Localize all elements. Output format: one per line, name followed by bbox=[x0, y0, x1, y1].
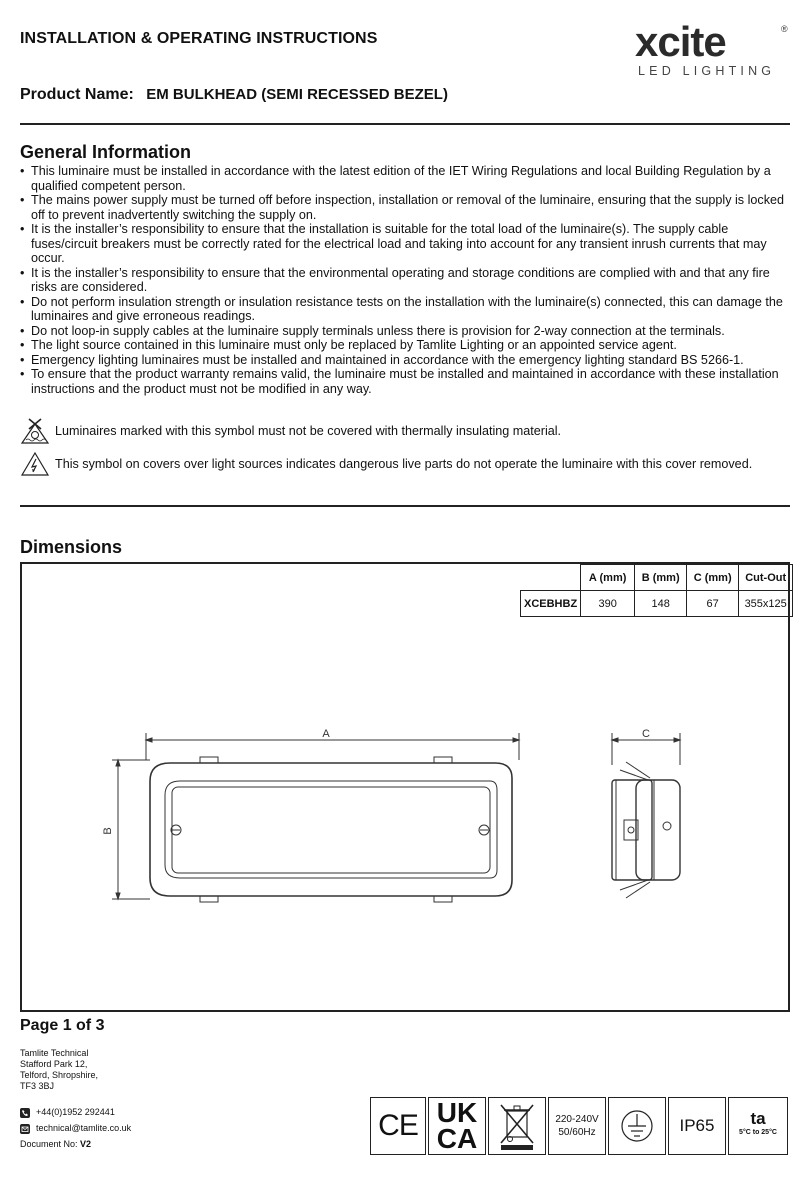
product-name-value: EM BULKHEAD (SEMI RECESSED BEZEL) bbox=[146, 86, 448, 103]
dimensions-title: Dimensions bbox=[20, 537, 123, 557]
voltage-rating: 220-240V 50/60Hz bbox=[548, 1097, 606, 1155]
column-header-b: B (mm) bbox=[635, 565, 687, 591]
ce-mark: CE bbox=[370, 1097, 426, 1155]
earth-symbol-icon bbox=[608, 1097, 666, 1155]
dimension-c-cell: 67 bbox=[687, 591, 739, 617]
side-view-bulkhead bbox=[612, 762, 680, 898]
label-a: A bbox=[322, 728, 330, 740]
ukca-mark: UK CA bbox=[428, 1097, 486, 1155]
cutout-cell: 355x125 bbox=[739, 591, 793, 617]
product-name-label: Product Name: bbox=[20, 86, 134, 103]
phone-icon bbox=[20, 1107, 30, 1117]
column-header-cutout: Cut-Out bbox=[739, 565, 793, 591]
address-line: Tamlite Technical bbox=[20, 1048, 89, 1058]
insulation-note: Luminaires marked with this symbol must not be covered with thermally insulating material. bbox=[55, 424, 562, 438]
document-number-value: V2 bbox=[80, 1139, 92, 1149]
company-address bbox=[20, 1048, 98, 1092]
live-parts-note: This symbol on covers over light sources indicates dangerous live parts do not operate the luminaire with this cover removed. bbox=[55, 457, 753, 471]
dimension-b-cell: 148 bbox=[635, 591, 687, 617]
address-line: TF3 3BJ bbox=[20, 1081, 55, 1091]
list-item: • To ensure that the product warranty remains valid, the luminaire must be installed and maintained in accordance with these installation instructions and the product must not be modified in any way. bbox=[20, 367, 792, 396]
ip-rating: IP65 bbox=[668, 1097, 726, 1155]
list-item: • The light source contained in this luminaire must only be replaced by Tamlite Lighting or an appointed service agent. bbox=[20, 338, 792, 353]
column-header-a: A (mm) bbox=[581, 565, 635, 591]
dimension-a-cell: 390 bbox=[581, 591, 635, 617]
column-header-c: C (mm) bbox=[687, 565, 739, 591]
list-item: • Do not perform insulation strength or insulation resistance tests on the installation with the luminaire(s) connected, this can damage the luminaires and give erroneous readings. bbox=[20, 295, 792, 324]
list-item: • Do not loop-in supply cables at the luminaire supply terminals unless there is provision for 2-way connection at the terminals. bbox=[20, 324, 792, 339]
general-info-title: General Information bbox=[20, 142, 192, 162]
address-line: Telford, Shropshire, bbox=[20, 1070, 99, 1080]
document-title: INSTALLATION & OPERATING INSTRUCTIONS bbox=[20, 30, 378, 47]
email-icon bbox=[20, 1123, 30, 1133]
logo-wordmark: xcite bbox=[635, 18, 726, 65]
weee-bin-icon bbox=[488, 1097, 546, 1155]
document-number-label: Document No: bbox=[20, 1139, 78, 1149]
list-item: • Emergency lighting luminaires must be installed and maintained in accordance with the emergency lighting standard BS 5266-1. bbox=[20, 353, 792, 368]
logo-registered-mark: ® bbox=[781, 24, 788, 34]
phone-number: +44(0)1952 292441 bbox=[36, 1107, 115, 1117]
list-item: • It is the installer’s responsibility to ensure that the installation is suitable for the total load of the luminaire(s). The supply cable fuses/circuit breakers must be correctly rated for the electrical load and taking into account for any transient inrush currents that may occur. bbox=[20, 222, 792, 266]
list-item: • It is the installer’s responsibility to ensure that the environmental operating and storage conditions are complied with and that any fire risks are considered. bbox=[20, 266, 792, 295]
label-c: C bbox=[642, 728, 650, 740]
logo-subtitle: LED LIGHTING bbox=[638, 64, 776, 78]
contact-details bbox=[20, 1104, 131, 1152]
list-item: • This luminaire must be installed in accordance with the latest edition of the IET Wiring Regulations and local Building Regulation by a qualified competent person. bbox=[20, 164, 792, 193]
list-item: • The mains power supply must be turned off before inspection, installation or removal of the luminaire, ensuring that the supply is locked off to prevent inadvertently switching the supply on. bbox=[20, 193, 792, 222]
ambient-temperature-rating: ta 5°C to 25°C bbox=[728, 1097, 788, 1155]
page-number: Page 1 of 3 bbox=[20, 1017, 105, 1034]
address-line: Stafford Park 12, bbox=[20, 1059, 88, 1069]
label-b: B bbox=[102, 827, 114, 835]
email-address: technical@tamlite.co.uk bbox=[36, 1123, 132, 1133]
product-code-cell: XCEBHBZ bbox=[521, 591, 581, 617]
front-view-bulkhead bbox=[150, 757, 512, 902]
